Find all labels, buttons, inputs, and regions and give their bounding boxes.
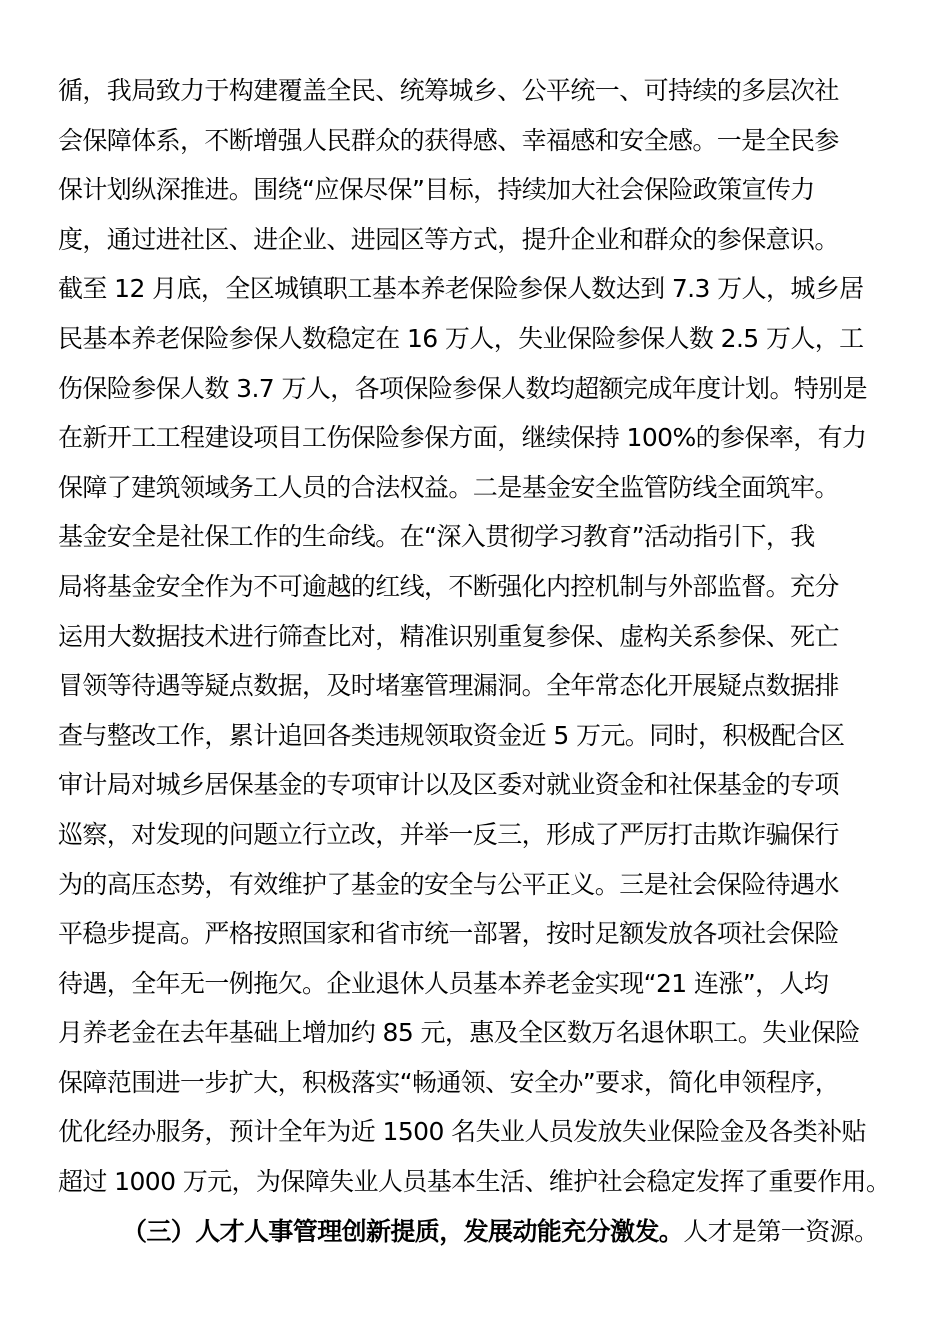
paragraph-line: 平稳步提高。严格按照国家和省市统一部署，按时足额发放各项社会保险 — [58, 919, 839, 949]
section-heading-lead: 人才是第一资源。 — [683, 1216, 879, 1246]
paragraph-line: 民基本养老保险参保人数稳定在 16 万人，失业保险参保人数 2.5 万人，工 — [58, 323, 864, 353]
paragraph-line: 查与整改工作，累计追回各类违规领取资金近 5 万元。同时，积极配合区 — [58, 720, 845, 750]
paragraph-line: 巡察，对发现的问题立行立改，并举一反三，形成了严厉打击欺诈骗保行 — [58, 819, 839, 849]
paragraph-line: 为的高压态势，有效维护了基金的安全与公平正义。三是社会保险待遇水 — [58, 869, 839, 899]
paragraph-line: 冒领等待遇等疑点数据，及时堵塞管理漏洞。全年常态化开展疑点数据排 — [58, 671, 839, 701]
section-heading-title: （三）人才人事管理创新提质，发展动能充分激发。 — [122, 1216, 684, 1246]
paragraph-line: 在新开工工程建设项目工伤保险参保方面，继续保持 100%的参保率，有力 — [58, 423, 867, 453]
paragraph-line: 度，通过进社区、进企业、进园区等方式，提升企业和群众的参保意识。 — [58, 224, 839, 254]
paragraph-line: 运用大数据技术进行筛查比对，精准识别重复参保、虚构关系参保、死亡 — [58, 621, 839, 651]
paragraph-line: 保计划纵深推进。围绕“应保尽保”目标，持续加大社会保险政策宣传力 — [58, 175, 815, 205]
paragraph-line: 会保障体系，不断增强人民群众的获得感、幸福感和安全感。一是全民参 — [58, 125, 839, 155]
section-heading — [58, 1207, 893, 1257]
paragraph-line: 保障范围进一步扩大，积极落实“畅通领、安全办”要求，简化申领程序， — [58, 1067, 840, 1097]
paragraph-line: 月养老金在去年基础上增加约 85 元，惠及全区数万名退休职工。失业保险 — [58, 1018, 860, 1048]
paragraph-line: 截至 12 月底，全区城镇职工基本养老保险参保人数达到 7.3 万人，城乡居 — [58, 274, 864, 304]
paragraph-line: 超过 1000 万元，为保障失业人员基本生活、维护社会稳定发挥了重要作用。 — [58, 1167, 891, 1197]
paragraph-line: 优化经办服务，预计全年为近 1500 名失业人员发放失业保险金及各类补贴 — [58, 1117, 866, 1147]
paragraph-line: 循，我局致力于构建覆盖全民、统筹城乡、公平统一、可持续的多层次社 — [58, 76, 839, 105]
paragraph-line: 伤保险参保人数 3.7 万人，各项保险参保人数均超额完成年度计划。特别是 — [58, 373, 868, 403]
paragraph-line: 保障了建筑领域务工人员的合法权益。二是基金安全监管防线全面筑牢。 — [58, 472, 839, 502]
paragraph-line: 基金安全是社保工作的生命线。在“深入贯彻学习教育”活动指引下，我 — [58, 522, 815, 552]
paragraph-line: 审计局对城乡居保基金的专项审计以及区委对就业资金和社保基金的专项 — [58, 770, 839, 800]
document-body — [58, 66, 893, 1256]
paragraph-line: 局将基金安全作为不可逾越的红线，不断强化内控机制与外部监督。充分 — [58, 571, 839, 601]
paragraph-line: 待遇，全年无一例拖欠。企业退休人员基本养老金实现“21 连涨”，人均 — [58, 968, 829, 998]
